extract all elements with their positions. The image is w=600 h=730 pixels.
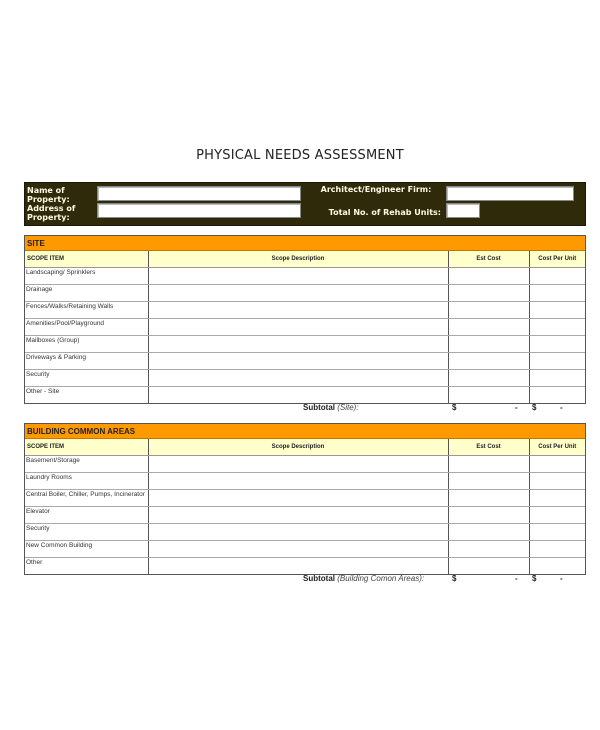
building-subtotal-currency-2: $ <box>532 574 537 583</box>
site-section <box>24 235 586 404</box>
column-header-row <box>25 251 585 267</box>
site-subtotal-label: Subtotal (Site): <box>303 403 359 412</box>
building-subtotal-currency: $ <box>452 574 457 583</box>
est-cost-cell[interactable] <box>448 267 529 284</box>
table-row <box>25 318 585 335</box>
est-cost-cell[interactable] <box>448 489 529 506</box>
cost-per-unit-cell[interactable] <box>529 455 585 472</box>
scope-item-cell: Laundry Rooms <box>25 472 148 489</box>
table-row <box>25 455 585 472</box>
col-scope-item: SCOPE ITEM <box>25 251 148 267</box>
name-of-property-field[interactable] <box>97 186 301 201</box>
scope-description-cell[interactable] <box>148 472 448 489</box>
est-cost-cell[interactable] <box>448 557 529 574</box>
scope-description-cell[interactable] <box>148 352 448 369</box>
table-row <box>25 506 585 523</box>
scope-item-cell: Driveways & Parking <box>25 352 148 369</box>
architect-firm-label: Architect/Engineer Firm: <box>320 185 432 194</box>
scope-description-cell[interactable] <box>148 301 448 318</box>
scope-description-cell[interactable] <box>148 455 448 472</box>
cost-per-unit-cell[interactable] <box>529 335 585 352</box>
cost-per-unit-cell[interactable] <box>529 352 585 369</box>
cost-per-unit-cell[interactable] <box>529 318 585 335</box>
table-row <box>25 335 585 352</box>
rehab-units-label: Total No. of Rehab Units: <box>328 208 441 217</box>
building-subtotal-est-cost: - <box>515 574 518 583</box>
table-row <box>25 386 585 403</box>
scope-item-cell: Mailboxes (Group) <box>25 335 148 352</box>
cost-per-unit-cell[interactable] <box>529 369 585 386</box>
scope-description-cell[interactable] <box>148 318 448 335</box>
scope-description-cell[interactable] <box>148 540 448 557</box>
cost-per-unit-cell[interactable] <box>529 472 585 489</box>
site-subtotal-cost-per-unit: - <box>560 403 563 412</box>
table-row <box>25 284 585 301</box>
scope-item-cell: Elevator <box>25 506 148 523</box>
scope-item-cell: Landscaping/ Sprinklers <box>25 267 148 284</box>
est-cost-cell[interactable] <box>448 318 529 335</box>
building-subtotal-label: Subtotal (Building Comon Areas): <box>303 574 425 583</box>
rehab-units-field[interactable] <box>446 203 480 218</box>
building-subtotal-row <box>0 574 600 586</box>
site-subtotal-currency-2: $ <box>532 403 537 412</box>
scope-description-cell[interactable] <box>148 335 448 352</box>
table-row <box>25 523 585 540</box>
name-of-property-label: Name of Property: <box>27 186 70 204</box>
site-section-heading: SITE <box>25 236 585 251</box>
page-title: PHYSICAL NEEDS ASSESSMENT <box>196 148 404 163</box>
scope-item-cell: Other - Site <box>25 386 148 403</box>
scope-item-cell: Drainage <box>25 284 148 301</box>
scope-description-cell[interactable] <box>148 386 448 403</box>
architect-firm-field[interactable] <box>446 186 574 201</box>
table-row <box>25 540 585 557</box>
site-subtotal-est-cost: - <box>515 403 518 412</box>
est-cost-cell[interactable] <box>448 506 529 523</box>
cost-per-unit-cell[interactable] <box>529 540 585 557</box>
table-row <box>25 267 585 284</box>
cost-per-unit-cell[interactable] <box>529 523 585 540</box>
site-subtotal-row <box>0 403 600 415</box>
building-table <box>25 439 585 574</box>
cost-per-unit-cell[interactable] <box>529 284 585 301</box>
col-est-cost: Est Cost <box>448 251 529 267</box>
est-cost-cell[interactable] <box>448 369 529 386</box>
cost-per-unit-cell[interactable] <box>529 557 585 574</box>
table-row <box>25 352 585 369</box>
building-section-heading: BUILDING COMMON AREAS <box>25 424 585 439</box>
col-cost-per-unit: Cost Per Unit <box>529 439 585 455</box>
col-scope-item: SCOPE ITEM <box>25 439 148 455</box>
scope-description-cell[interactable] <box>148 523 448 540</box>
scope-item-cell: Amenities/Pool/Playground <box>25 318 148 335</box>
est-cost-cell[interactable] <box>448 335 529 352</box>
cost-per-unit-cell[interactable] <box>529 489 585 506</box>
scope-item-cell: Other <box>25 557 148 574</box>
scope-item-cell: Central Boiler, Chiller, Pumps, Incinerator <box>25 489 148 506</box>
table-row <box>25 472 585 489</box>
scope-description-cell[interactable] <box>148 369 448 386</box>
col-scope-description: Scope Description <box>148 251 448 267</box>
est-cost-cell[interactable] <box>448 352 529 369</box>
building-common-areas-section <box>24 423 586 575</box>
scope-item-cell: Fences/Walks/Retaining Walls <box>25 301 148 318</box>
table-row <box>25 301 585 318</box>
col-scope-description: Scope Description <box>148 439 448 455</box>
est-cost-cell[interactable] <box>448 540 529 557</box>
scope-description-cell[interactable] <box>148 506 448 523</box>
scope-description-cell[interactable] <box>148 489 448 506</box>
address-of-property-field[interactable] <box>97 203 301 218</box>
est-cost-cell[interactable] <box>448 284 529 301</box>
column-header-row <box>25 439 585 455</box>
scope-item-cell: Basement/Storage <box>25 455 148 472</box>
building-subtotal-cost-per-unit: - <box>560 574 563 583</box>
cost-per-unit-cell[interactable] <box>529 506 585 523</box>
table-row <box>25 369 585 386</box>
site-subtotal-currency: $ <box>452 403 457 412</box>
property-info-bar <box>24 182 586 226</box>
site-table <box>25 251 585 403</box>
col-est-cost: Est Cost <box>448 439 529 455</box>
scope-item-cell: Security <box>25 523 148 540</box>
est-cost-cell[interactable] <box>448 523 529 540</box>
table-row <box>25 557 585 574</box>
est-cost-cell[interactable] <box>448 386 529 403</box>
scope-description-cell[interactable] <box>148 267 448 284</box>
scope-description-cell[interactable] <box>148 284 448 301</box>
est-cost-cell[interactable] <box>448 455 529 472</box>
scope-item-cell: New Common Building <box>25 540 148 557</box>
cost-per-unit-cell[interactable] <box>529 386 585 403</box>
scope-description-cell[interactable] <box>148 557 448 574</box>
cost-per-unit-cell[interactable] <box>529 301 585 318</box>
scope-item-cell: Security <box>25 369 148 386</box>
est-cost-cell[interactable] <box>448 472 529 489</box>
col-cost-per-unit: Cost Per Unit <box>529 251 585 267</box>
cost-per-unit-cell[interactable] <box>529 267 585 284</box>
est-cost-cell[interactable] <box>448 301 529 318</box>
address-of-property-label: Address of Property: <box>27 204 76 222</box>
table-row <box>25 489 585 506</box>
